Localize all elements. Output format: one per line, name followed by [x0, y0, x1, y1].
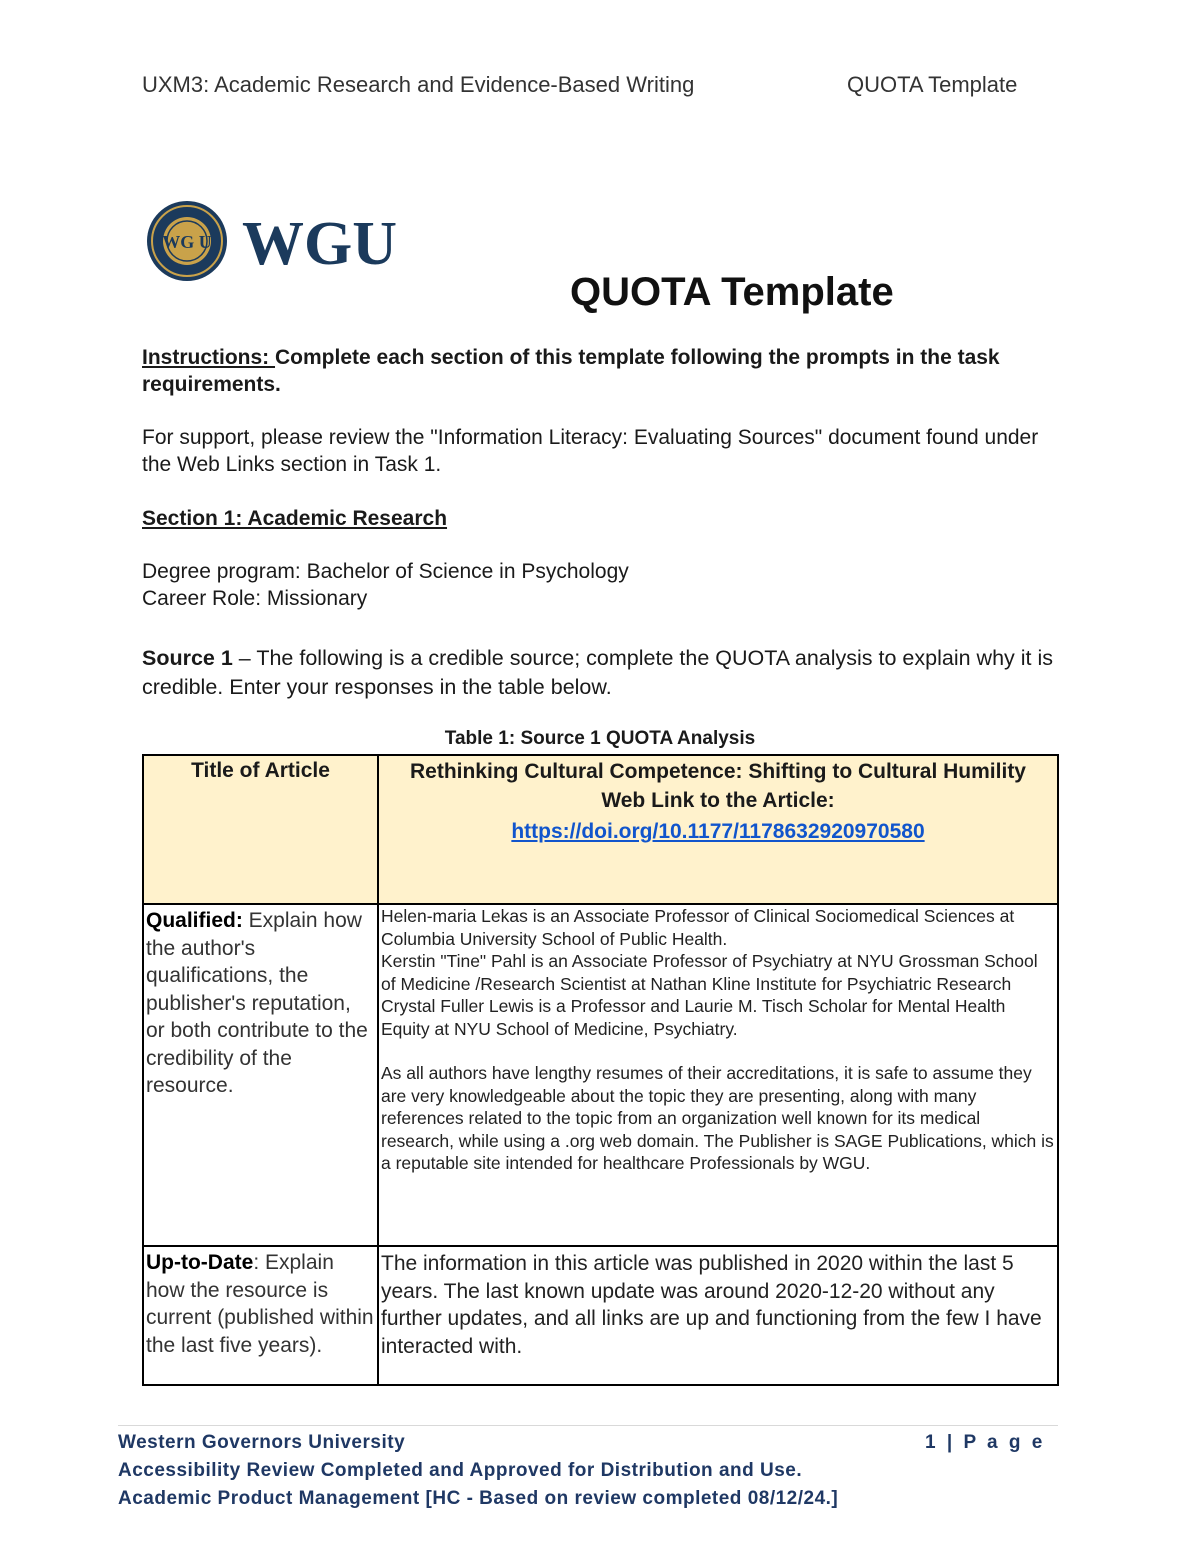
- career-role: Career Role: Missionary: [142, 587, 368, 610]
- quota-table: [142, 754, 1059, 1386]
- page-title: QUOTA Template: [570, 270, 894, 314]
- wgu-wordmark: WGU: [242, 210, 397, 278]
- header-course-title: UXM3: Academic Research and Evidence-Based Writing: [142, 72, 695, 97]
- source-text: – The following is a credible source; complete the QUOTA analysis to explain why it is credible. Enter your responses in the table below.: [142, 646, 1053, 699]
- qualified-response-cell[interactable]: [378, 904, 1058, 1246]
- source-label: Source 1: [142, 646, 233, 670]
- article-title: Rethinking Cultural Competence: Shifting to Cultural Humility: [409, 760, 1026, 783]
- source-intro: [142, 644, 1062, 702]
- support-note: For support, please review the "Information Literacy: Evaluating Sources" document found under the Web Links section in Task 1.: [142, 426, 1039, 476]
- qualified-label: Qualified:: [146, 909, 243, 932]
- qualified-prompt: Explain how the author's qualifications, the publisher's reputation, or both contribute to the credibility of the resource.: [146, 909, 368, 1097]
- table-caption: Table 1: Source 1 QUOTA Analysis: [444, 728, 756, 749]
- footer-accessibility: Accessibility Review Completed and Approved for Distribution and Use.: [118, 1460, 803, 1481]
- qualified-summary: As all authors have lengthy resumes of their accreditations, it is safe to assume they are very knowledgeable about the topic they are presenting, along with many references related to the topic from an organization well known for its medical research, while using a .org web domain. The Publisher is SAGE Publications, which is a reputable site intended for healthcare Professionals by WGU.: [381, 1063, 1054, 1173]
- uptodate-prompt-cell: [143, 1246, 378, 1385]
- author-1: Helen-maria Lekas is an Associate Professor of Clinical Sociomedical Sciences at Columbia University School of Public Health.: [381, 906, 1015, 949]
- qualified-prompt-cell: [143, 904, 378, 1246]
- uptodate-prompt: : Explain how the resource is current (published within the last five years).: [146, 1251, 374, 1357]
- footer-divider: [118, 1425, 1058, 1426]
- article-info-cell: [378, 755, 1058, 904]
- uptodate-response-cell[interactable]: The information in this article was published in 2020 within the last 5 years. The last known update was around 2020-12-20 without any further updates, and all links are up and functioning from the few I have interacted with.: [378, 1246, 1058, 1385]
- degree-program: Degree program: Bachelor of Science in Psychology: [142, 560, 629, 583]
- uptodate-label: Up-to-Date: [146, 1251, 254, 1274]
- author-3: Crystal Fuller Lewis is a Professor and Laurie M. Tisch Scholar for Mental Health Equity at NYU School of Medicine, Psychiatry.: [381, 996, 1006, 1039]
- web-link-label: Web Link to the Article:: [601, 789, 835, 812]
- wgu-seal-icon: [147, 201, 227, 281]
- author-2: Kerstin "Tine" Pahl is an Associate Professor of Psychiatry at NYU Grossman School of Medicine /Research Scientist at Nathan Kline Institute for Psychiatric Research: [381, 951, 1038, 994]
- header-doc-title: QUOTA Template: [847, 72, 1018, 97]
- footer-review: Academic Product Management [HC - Based on review completed 08/12/24.]: [118, 1488, 839, 1509]
- table-header-row: [143, 755, 1058, 904]
- program-info: [142, 558, 1062, 612]
- instructions-label: Instructions:: [142, 346, 276, 369]
- section-heading: Section 1: Academic Research: [142, 507, 448, 530]
- seal-letters: WG U: [162, 232, 212, 252]
- instructions-text: Complete each section of this template following the prompts in the task requirements.: [142, 346, 1000, 396]
- table-row: [143, 904, 1058, 1246]
- title-of-article-header: Title of Article: [143, 755, 378, 904]
- wgu-logo: [146, 200, 426, 282]
- footer-university: Western Governors University: [118, 1432, 406, 1453]
- article-link[interactable]: https://doi.org/10.1177/1178632920970580: [511, 820, 925, 843]
- instructions: [142, 344, 1062, 398]
- page-number: 1 | P a g e: [925, 1432, 1046, 1453]
- table-row: [143, 1246, 1058, 1385]
